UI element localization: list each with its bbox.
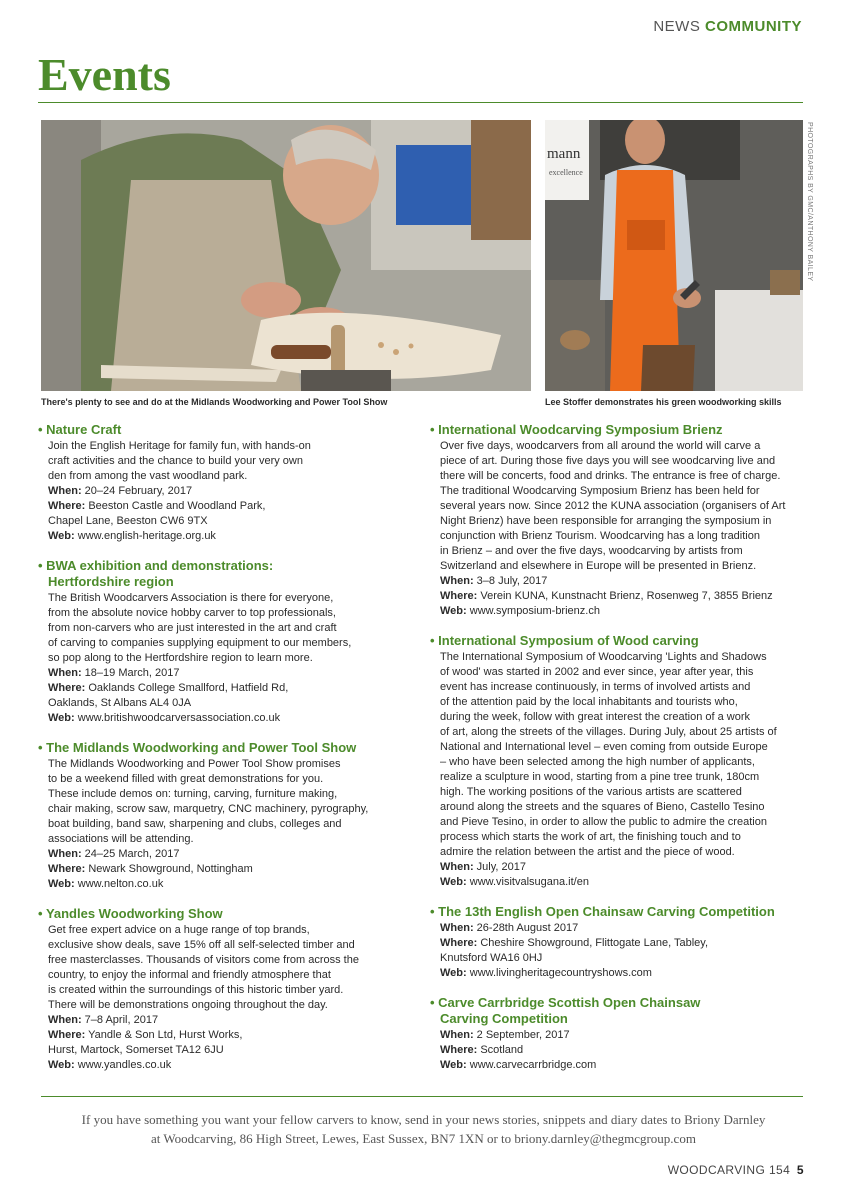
event-nature-craft [38, 422, 408, 544]
event-text: Join the English Heritage for family fun, with hands-on [48, 440, 311, 452]
event-title: • International Woodcarving Symposium Brienz [430, 422, 723, 437]
event-text: Night Brienz) have been responsible for arranging the symposium in [440, 515, 772, 527]
event-web: Web: www.yandles.co.uk [48, 1059, 172, 1071]
event-text: in Brienz – and over the five days, woodcarving by artists from [440, 545, 743, 557]
section-tag [653, 18, 802, 35]
event-when: When: 26-28th August 2017 [440, 922, 579, 934]
demonstrator-photo [545, 120, 803, 391]
event-text: craft activities and the chance to build your very own [48, 455, 303, 467]
sign-text-1: mann [547, 146, 581, 162]
page-folio [668, 1163, 804, 1177]
event-bwa-exhibition [38, 558, 408, 726]
event-text: realize a sculpture in wood, starting from a pine tree trunk, 180cm [440, 771, 760, 783]
event-text: den from among the vast woodland park. [48, 470, 248, 482]
woodcarver-photo [41, 120, 531, 391]
event-web: Web: www.carvecarrbridge.com [440, 1059, 597, 1071]
event-when: When: July, 2017 [440, 861, 526, 873]
event-title: • International Symposium of Wood carving [430, 633, 699, 648]
event-text: event has increase continuously, in terms of involved artists and [440, 681, 751, 693]
page-title: Events [38, 49, 171, 100]
event-web: Web: www.english-heritage.org.uk [48, 530, 216, 542]
event-when: When: 20–24 February, 2017 [48, 485, 193, 497]
event-text: National and International level – even coming from outside Europe [440, 741, 768, 753]
event-web: Web: www.symposium-brienz.ch [440, 605, 600, 617]
sign-text-2: excellence [549, 168, 583, 177]
event-text: there will be concerts, food and drinks. The entrance is free of charge. [440, 470, 781, 482]
event-text: exclusive show deals, save 15% off all self-selected timber and [48, 939, 355, 951]
photo-credit: PHOTOGRAPHS BY GMC/ANTHONY BAILEY [806, 122, 813, 282]
event-text: of carving to companies supplying equipment to our members, [48, 637, 352, 649]
event-title: • The 13th English Open Chainsaw Carving Competition [430, 904, 775, 919]
event-where: Where: Beeston Castle and Woodland Park, [48, 500, 266, 512]
event-text: piece of art. During those five days you will see woodcarving live and [440, 455, 776, 467]
event-web: Web: www.britishwoodcarversassociation.co.uk [48, 712, 281, 724]
event-where-cont: Chapel Lane, Beeston CW6 9TX [48, 515, 208, 527]
event-text: Switzerland and elsewhere in Europe will be presented in Brienz. [440, 560, 757, 572]
event-text: admire the relation between the artist and the piece of wood. [440, 846, 735, 858]
event-when: When: 3–8 July, 2017 [440, 575, 548, 587]
event-text: from non-carvers who are just interested in the art and craft [48, 622, 337, 634]
event-text: free masterclasses. Thousands of visitors come from across the [48, 954, 359, 966]
event-text: several years now. Since 2012 the KUNA association (organisers of Art [440, 500, 786, 512]
event-title: • BWA exhibition and demonstrations: Hertfordshire region [38, 558, 274, 589]
event-text: process which starts the work of art, the finishing touch and to [440, 831, 741, 843]
magazine-issue: WOODCARVING 154 [667, 1163, 791, 1177]
event-title: • Nature Craft [38, 422, 122, 437]
event-web: Web: www.visitvalsugana.it/en [440, 876, 589, 888]
event-text: Over five days, woodcarvers from all around the world will carve a [440, 440, 761, 452]
title-divider [38, 102, 803, 103]
event-midlands-show [38, 740, 408, 892]
section-name: COMMUNITY [705, 18, 802, 35]
submission-note-line: If you have something you want your fellow carvers to know, send in your news stories, snippets and diary dates to Briony Darnley [81, 1112, 766, 1127]
event-text: so pop along to the Hertfordshire region to learn more. [48, 652, 313, 664]
event-text: There will be demonstrations ongoing throughout the day. [48, 999, 328, 1011]
event-text: The International Symposium of Woodcarving 'Lights and Shadows [440, 651, 767, 663]
event-text: during the week, follow with great interest the creation of a work [440, 711, 750, 723]
event-when: When: 7–8 April, 2017 [48, 1014, 159, 1026]
event-when: When: 24–25 March, 2017 [48, 848, 180, 860]
event-title: • Yandles Woodworking Show [38, 906, 223, 921]
event-when: When: 2 September, 2017 [440, 1029, 570, 1041]
event-title: • The Midlands Woodworking and Power Tool Show [38, 740, 357, 755]
event-where: Where: Cheshire Showground, Flittogate Lane, Tabley, [440, 937, 709, 949]
left-photo-caption: There's plenty to see and do at the Midlands Woodworking and Power Tool Show [41, 397, 388, 407]
event-text: The Midlands Woodworking and Power Tool Show promises [48, 758, 341, 770]
section-prefix: NEWS [653, 18, 701, 35]
event-text: These include demos on: turning, carving, furniture making, [48, 788, 338, 800]
event-text: boat building, band saw, sharpening and clubs, colleges and [48, 818, 342, 830]
event-text: and Pieve Tesino, in order to allow the public to admire the creation [440, 816, 767, 828]
event-text: associations will be attending. [48, 833, 194, 845]
event-when: When: 18–19 March, 2017 [48, 667, 180, 679]
event-where-cont: Hurst, Martock, Somerset TA12 6JU [48, 1044, 224, 1056]
event-chainsaw-competition [430, 904, 808, 981]
event-web: Web: www.livingheritagecountryshows.com [440, 967, 652, 979]
event-carrbridge-chainsaw [430, 995, 808, 1073]
event-text: chair making, scrow saw, marquetry, CNC machinery, pyrography, [48, 803, 369, 815]
event-title: • Carve Carrbridge Scottish Open Chainsaw Carving Competition [430, 995, 701, 1026]
event-text: around along the streets and the squares of Bieno, Castello Tesino [440, 801, 765, 813]
right-photo-caption: Lee Stoffer demonstrates his green woodworking skills [545, 397, 782, 407]
event-text: The traditional Woodcarving Symposium Brienz has been held for [440, 485, 760, 497]
event-where: Where: Newark Showground, Nottingham [48, 863, 253, 875]
event-text: country, to enjoy the informal and friendly atmosphere that [48, 969, 331, 981]
event-web: Web: www.nelton.co.uk [48, 878, 164, 890]
event-text: high. The working positions of the various artists are scattered [440, 786, 742, 798]
event-text: – who have been selected among the high number of applicants, [440, 756, 755, 768]
event-where: Where: Scotland [440, 1044, 524, 1056]
event-text: of art, along the streets of the villages. During July, about 25 artists of [440, 726, 777, 738]
event-text: conjunction with Brienz Tourism. Woodcarving has a long tradition [440, 530, 760, 542]
event-text: to be a weekend filled with great demonstrations for you. [48, 773, 324, 785]
event-yandles-show [38, 906, 408, 1073]
event-text: Get free expert advice on a huge range of top brands, [48, 924, 310, 936]
events-column-left [38, 422, 408, 1087]
event-wood-carving-symposium [430, 633, 808, 890]
event-where-cont: Oaklands, St Albans AL4 0JA [48, 697, 192, 709]
event-text: from the absolute novice hobby carver to top professionals, [48, 607, 336, 619]
event-text: of the attention paid by the local inhabitants and tourists who, [440, 696, 738, 708]
events-column-right [430, 422, 808, 1087]
footer-divider [41, 1096, 803, 1097]
event-text: of wood' was started in 2002 and ever since, year after year, this [440, 666, 754, 678]
event-text: The British Woodcarvers Association is there for everyone, [48, 592, 334, 604]
event-where: Where: Yandle & Son Ltd, Hurst Works, [48, 1029, 243, 1041]
submission-note-line: at Woodcarving, 86 High Street, Lewes, East Sussex, BN7 1XN or to briony.darnley@thegmcgroup.com [151, 1131, 696, 1146]
event-where: Where: Oaklands College Smallford, Hatfield Rd, [48, 682, 289, 694]
page-number: 5 [796, 1163, 804, 1177]
event-brienz-symposium [430, 422, 808, 619]
event-where: Where: Verein KUNA, Kunstnacht Brienz, Rosenweg 7, 3855 Brienz [440, 590, 773, 602]
event-text: is created within the surroundings of this historic timber yard. [48, 984, 344, 996]
event-where-cont: Knutsford WA16 0HJ [440, 952, 543, 964]
submission-note [41, 1110, 806, 1148]
